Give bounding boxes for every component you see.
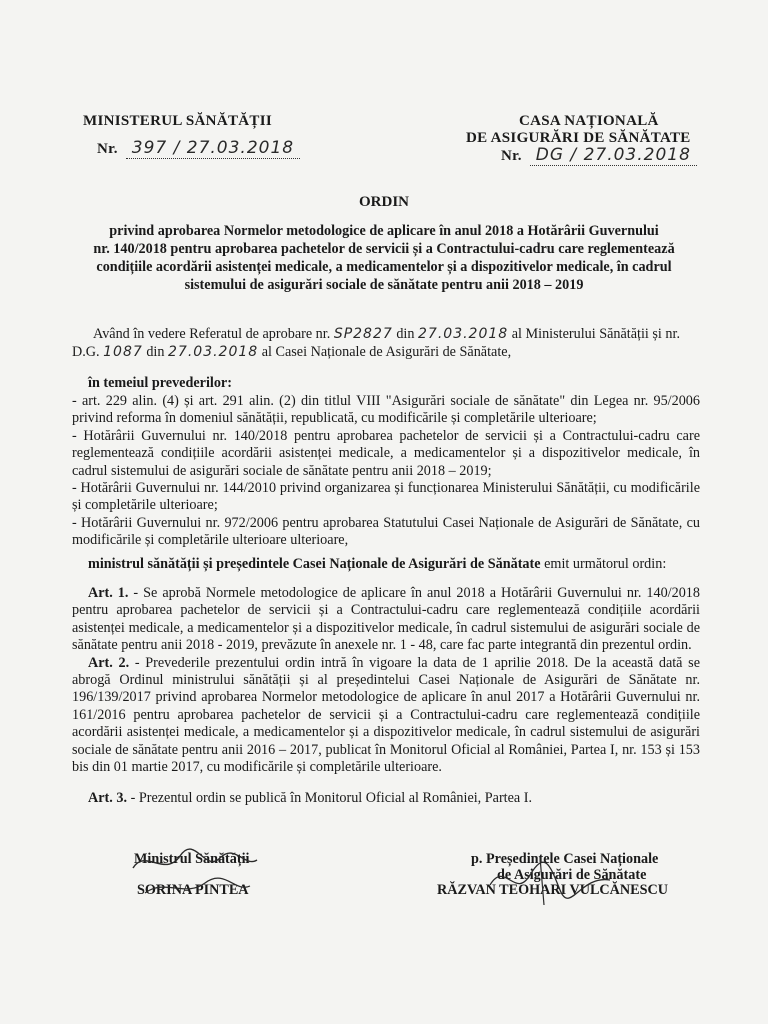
cnas-nr-label: Nr. (501, 148, 522, 164)
legal-basis-item: - art. 229 alin. (4) și art. 291 alin. (2) din titlul VIII "Asigurări sociale de sănătate" din Legea nr. 95/2006 privind reforma în domeniul sănătății, republicată, cu modificările și completările ulterioare; (72, 393, 700, 427)
cnas-registration (501, 145, 697, 166)
dg-nr-handwritten: 1087 (103, 344, 143, 360)
document-title: ORDIN (358, 194, 409, 210)
preamble-line-1 (93, 326, 680, 343)
subtitle-line: nr. 140/2018 pentru aprobarea pachetelor de servicii și a Contractului-cadru care reglementează (93, 241, 675, 257)
preamble-line-2 (72, 344, 511, 361)
article-text: - Prezentul ordin se publică în Monitorul Oficial al României, Partea I. (127, 790, 533, 807)
signature-right-role-2: de Asigurări de Sănătate (497, 867, 647, 883)
issuers-bold: ministrul sănătății și președintele Casei Naționale de Asigurări de Sănătate (88, 556, 541, 572)
handwritten-signature-left (125, 838, 265, 908)
article-label: Art. 3. (88, 790, 128, 807)
subtitle-line: sistemului de asigurări sociale de sănătate pentru anii 2018 – 2019 (184, 277, 584, 293)
ministry-nr-label: Nr. (97, 141, 118, 157)
ministry-nr-handwritten: 397 / 27.03.2018 (126, 138, 300, 159)
legal-basis-item: - Hotărârii Guvernului nr. 972/2006 pentru aprobarea Statutului Casei Naționale de Asigurări de Sănătate, cu modificările și completările ulterioare ulterioare, (72, 514, 700, 549)
ministry-registration (97, 138, 300, 159)
signature-left-role: Ministrul Sănătății (134, 851, 250, 867)
ministry-name: MINISTERUL SĂNĂTĂȚII (83, 113, 272, 129)
signature-right-name: RĂZVAN TEOHARI VULCĂNESCU (437, 882, 668, 898)
subtitle-line: privind aprobarea Normelor metodologice de aplicare în anul 2018 a Hotărârii Guvernului (109, 223, 659, 239)
preamble-text: din (396, 326, 415, 342)
article-2 (72, 655, 700, 777)
document-subtitle (70, 222, 698, 294)
preamble-text: D.G. (72, 344, 100, 360)
legal-basis-item: - Hotărârii Guvernului nr. 140/2018 pentru aprobarea pachetelor de servicii și a Contractului-cadru care reglementează condițiile acordării asistenței medicale, a medicamentelor și a dispozitivelor medicale, în cadrul sistemului de asigurări sociale de sănătate pentru anii 2018 – 2019; (72, 427, 700, 479)
preamble-text: al Casei Naționale de Asigurări de Sănătate, (261, 344, 512, 360)
dg-date-handwritten: 27.03.2018 (168, 344, 259, 360)
subtitle-line: condițiile acordării asistenței medicale, a medicamentelor și a dispozitivelor medicale, în cadrul (96, 259, 672, 275)
preamble-text: al Ministerului Sănătății și nr. (511, 326, 680, 342)
issuers-text: emit următorul ordin: (540, 556, 667, 572)
cnas-title-line-1: CASA NAȚIONALĂ (519, 113, 659, 129)
referat-date-handwritten: 27.03.2018 (418, 326, 509, 342)
article-text: - Se aprobă Normele metodologice de aplicare în anul 2018 a Hotărârii Guvernului nr. 140/2018 pentru aprobarea pachetelor de servicii și a Contractului-cadru care reglementează condițiile acordării asistenței medicale, a medicamentelor și a dispozitivelor medicale, în cadrul sistemului de asigurări sociale de sănătate pentru anii 2018 - 2019, prevăzute în anexele nr. 1 - 48, care fac parte integrantă din prezentul ordin. (72, 585, 700, 654)
preamble-text: Având în vedere Referatul de aprobare nr. (93, 326, 331, 342)
cnas-nr-handwritten: DG / 27.03.2018 (530, 145, 697, 166)
article-1 (72, 585, 700, 655)
issuers-line (88, 556, 666, 573)
cnas-title-line-2: DE ASIGURĂRI DE SĂNĂTATE (466, 130, 691, 146)
article-label: Art. 1. (88, 585, 129, 601)
handwritten-signature-right (480, 845, 620, 910)
preamble-text: din (146, 344, 165, 360)
articles (72, 585, 700, 808)
legal-basis-heading: în temeiul prevederilor: (88, 375, 232, 391)
article-3 (72, 790, 700, 807)
signature-left-name: SORINA PINTEA (137, 882, 249, 898)
signature-right-role-1: p. Președintele Casei Naționale (471, 851, 659, 867)
legal-basis-list (72, 393, 700, 550)
legal-basis-item: - Hotărârii Guvernului nr. 144/2010 privind organizarea și funcționarea Ministerului Sănătății, cu modificările și completările ulterioare; (72, 480, 700, 514)
article-label: Art. 2. (88, 654, 130, 671)
article-text: - Prevederile prezentului ordin intră în vigoare la data de 1 aprilie 2018. De la această dată se abrogă Ordinul ministrului sănătății și al președintelui Casei Naționale de Asigurări de Sănătate nr. 196/139/2017 privind aprobarea Normelor metodologice de aplicare în anul 2017 a Hotărârii Guvernului nr. 161/2016 pentru aprobarea pachetelor de servicii și a Contractului-cadru care reglementează condițiile acordării asistenței medicale, a medicamentelor și a dispozitivelor medicale, în cadrul sistemului de asigurări sociale de sănătate pentru anii 2016 – 2017, publicat în Monitorul Oficial al României, Partea I, nr. 153 și 153 bis din 01 martie 2017, cu modificările și completările ulterioare. (72, 654, 700, 776)
referat-nr-handwritten: SP2827 (333, 326, 393, 342)
